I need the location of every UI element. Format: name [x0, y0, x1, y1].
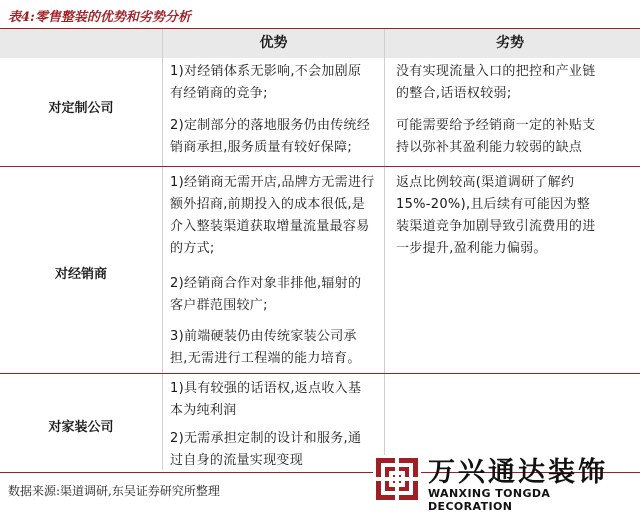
cell-line: 3)前端硬装仍由传统家装公司承 — [170, 329, 357, 344]
watermark-name-cn: 万兴通达装饰 — [428, 457, 608, 488]
disadvantage-cell — [396, 172, 596, 260]
cell-line: 装渠道竞争加剧导致引流费用的进 — [396, 219, 596, 234]
cell-line: 持以弥补其盈利能力较弱的缺点 — [396, 140, 583, 155]
row-label-custom-company: 对定制公司 — [48, 101, 114, 116]
company-watermark — [372, 452, 634, 513]
cell-line: 1)具有较强的话语权,返点收入基 — [170, 381, 362, 396]
cell-line: 返点比例较高(渠道调研了解约 — [396, 175, 575, 190]
cell-line: 额外招商,前期投入的成本很低,是 — [170, 197, 366, 212]
advantage-cell — [170, 273, 361, 317]
table-title: 表4:零售整装的优势和劣势分析 — [8, 10, 191, 25]
column-divider-1 — [162, 29, 163, 470]
advantage-cell — [170, 428, 361, 472]
cell-line: 销商承担,服务质量有较好保障; — [170, 140, 353, 155]
cell-line: 15%-20%),且后续有可能因为整 — [396, 197, 591, 212]
watermark-name-en: WANXING TONGDA DECORATION — [428, 487, 551, 513]
cell-line: 的整合,话语权较弱; — [396, 86, 512, 101]
advantage-cell — [170, 378, 361, 422]
cell-line: 可能需要给予经销商一定的补贴支 — [396, 118, 596, 133]
column-divider-2 — [384, 29, 385, 470]
header-disadvantages: 劣势 — [496, 35, 524, 51]
advantage-cell — [170, 115, 370, 159]
cell-line: 过自身的流量实现变现 — [170, 453, 304, 468]
cell-line: 一步提升,盈利能力偏弱。 — [396, 241, 547, 256]
advantage-cell — [170, 326, 361, 370]
cell-line: 担,无需进行工程端的能力培育。 — [170, 351, 361, 366]
cell-line: 2)无需承担定制的设计和服务,通 — [170, 431, 362, 446]
cell-line: 2)经销商合作对象非排他,辐射的 — [170, 276, 362, 291]
row-divider — [0, 373, 640, 374]
advantage-cell — [170, 61, 361, 105]
row-label-dealer: 对经销商 — [54, 267, 107, 282]
cell-line: 客户群范围较广; — [170, 298, 268, 313]
data-source-note: 数据来源:渠道调研,东吴证券研究所整理 — [8, 484, 220, 498]
advantage-cell — [170, 172, 375, 260]
row-label-decoration-company: 对家装公司 — [48, 420, 114, 435]
disadvantage-cell — [396, 61, 596, 105]
cell-line: 有经销商的竞争; — [170, 86, 268, 101]
cell-line: 介入整装渠道获取增量流量最容易 — [170, 219, 370, 234]
row-divider — [0, 166, 640, 167]
cell-line: 1)经销商无需开店,品牌方无需进行 — [170, 175, 375, 190]
cell-line: 的方式; — [170, 241, 215, 256]
header-advantages: 优势 — [259, 35, 288, 51]
cell-line: 没有实现流量入口的把控和产业链 — [396, 64, 596, 79]
disadvantage-cell — [396, 115, 596, 159]
cell-line: 1)对经销体系无影响,不会加剧原 — [170, 64, 362, 79]
cell-line: 本为纯利润 — [170, 403, 237, 418]
cell-line: 2)定制部分的落地服务仍由传统经 — [170, 118, 371, 133]
company-logo-icon — [372, 454, 422, 504]
